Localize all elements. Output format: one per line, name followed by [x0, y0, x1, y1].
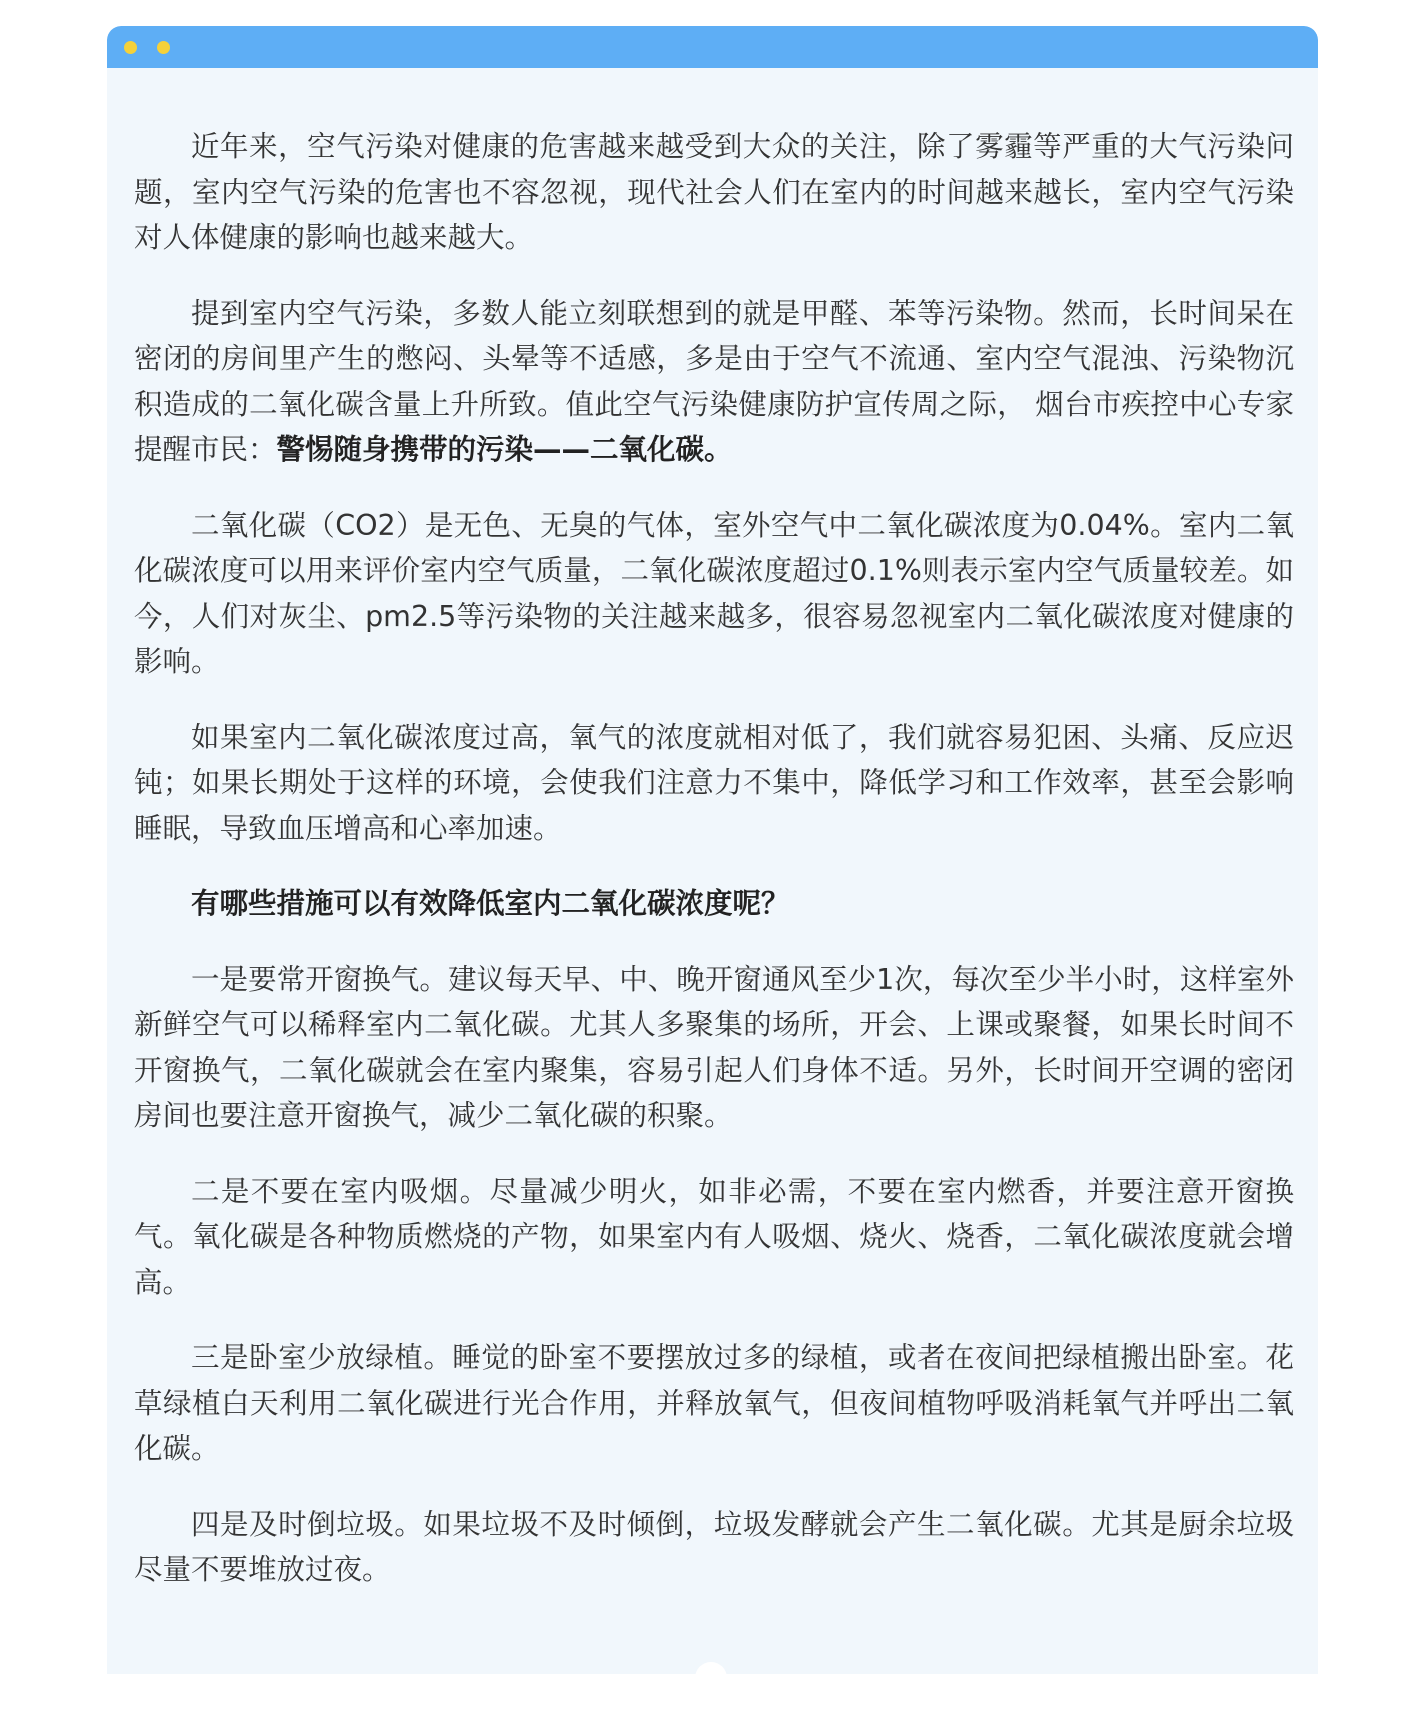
paragraph-measure-no-smoking: 二是不要在室内吸烟。尽量减少明火，如非必需，不要在室内燃香，并要注意开窗换气。氧化碳是各种物质燃烧的产物，如果室内有人吸烟、烧火、烧香，二氧化碳浓度就会增高。: [134, 1174, 1294, 1299]
highlight-warning: 警惕随身携带的污染——二氧化碳。: [276, 433, 733, 466]
paragraph-indoor-pollution: [134, 291, 1294, 473]
window-title-bar: [107, 26, 1318, 68]
paragraph-co2-definition: 二氧化碳（CO2）是无色、无臭的气体，室外空气中二氧化碳浓度为0.04%。室内二氧化碳浓度可以用来评价室内空气质量，二氧化碳浓度超过0.1%则表示室内空气质量较差。如今，人们对灰尘、pm2.5等污染物的关注越来越多，很容易忽视室内二氧化碳浓度对健康的影响。: [134, 508, 1294, 678]
paragraph-intro: 近年来，空气污染对健康的危害越来越受到大众的关注，除了雾霾等严重的大气污染问题，室内空气污染的危害也不容忽视，现代社会人们在室内的时间越来越长，室内空气污染对人体健康的影响也越来越大。: [134, 130, 1294, 254]
paragraph-measure-ventilation: 一是要常开窗换气。建议每天早、中、晚开窗通风至少1次，每次至少半小时，这样室外新鲜空气可以稀释室内二氧化碳。尤其人多聚集的场所，开会、上课或聚餐，如果长时间不开窗换气，二氧化碳就会在室内聚集，容易引起人们身体不适。另外，长时间开空调的密闭房间也要注意开窗换气，减少二氧化碳的积聚。: [134, 962, 1294, 1132]
article-card: [107, 26, 1318, 1674]
paragraph-measure-garbage: 四是及时倒垃圾。如果垃圾不及时倾倒，垃圾发酵就会产生二氧化碳。尤其是厨余垃圾尽量不要堆放过夜。: [134, 1507, 1294, 1586]
section-heading: 有哪些措施可以有效降低室内二氧化碳浓度呢？: [191, 887, 790, 920]
paragraph-text: 提到室内空气污染，多数人能立刻联想到的就是甲醛、苯等污染物。然而，长时间呆在密闭的房间里产生的憋闷、头晕等不适感，多是由于空气不流通、室内空气混浊、污染物沉积造成的二氧化碳含量上升所致。值此空气污染健康防护宣传周之际， 烟台市疾控中心专家提醒市民：: [134, 296, 1294, 466]
window-dot-icon: [124, 41, 137, 54]
card-bottom-notch: [695, 1662, 727, 1694]
paragraph-co2-effects: 如果室内二氧化碳浓度过高，氧气的浓度就相对低了，我们就容易犯困、头痛、反应迟钝；如果长期处于这样的环境，会使我们注意力不集中，降低学习和工作效率，甚至会影响睡眠，导致血压增高和心率加速。: [134, 720, 1294, 845]
window-dot-icon: [157, 41, 170, 54]
paragraph-measure-plants: 三是卧室少放绿植。睡觉的卧室不要摆放过多的绿植，或者在夜间把绿植搬出卧室。花草绿植白天利用二氧化碳进行光合作用，并释放氧气，但夜间植物呼吸消耗氧气并呼出二氧化碳。: [134, 1341, 1294, 1465]
article-body: [134, 124, 1294, 1623]
